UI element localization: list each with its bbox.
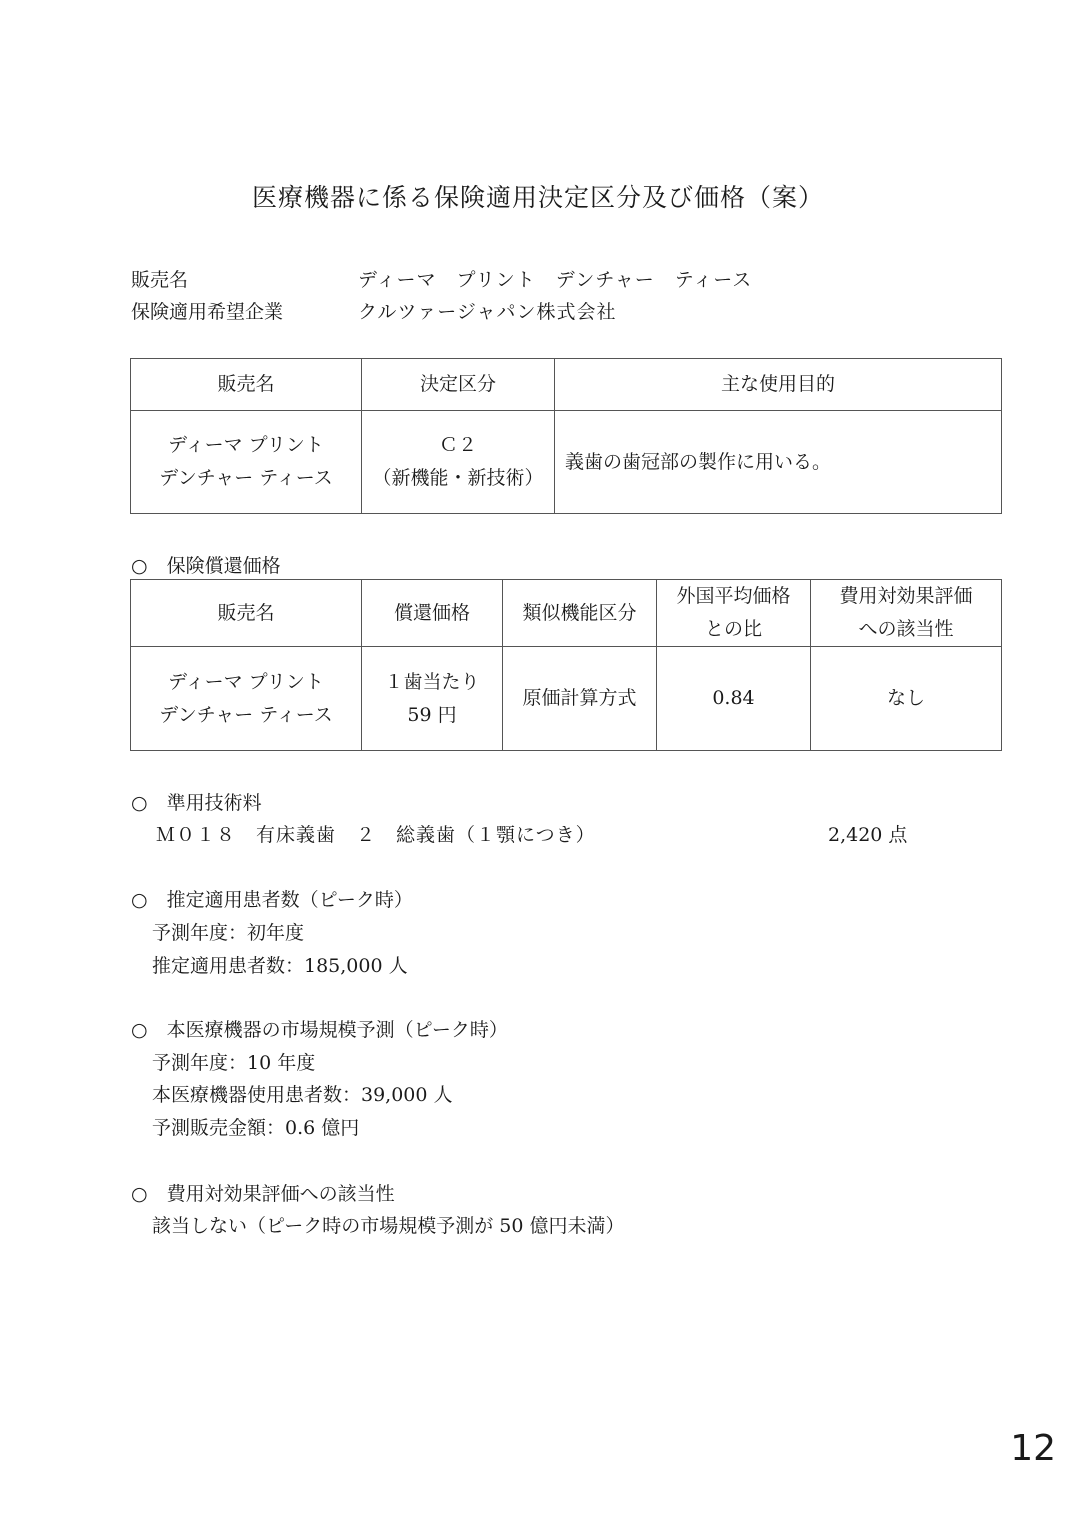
header-line: への該当性 bbox=[858, 618, 954, 640]
header-cell: 決定区分 bbox=[362, 359, 555, 411]
header-cell: 主な使用目的 bbox=[555, 359, 1002, 411]
tech-fee-points: 2,420 点 bbox=[828, 824, 908, 846]
product-name-line: ディーマ プリント bbox=[168, 670, 324, 693]
table-header-row bbox=[131, 359, 1002, 411]
product-name-line: デンチャー ティース bbox=[159, 703, 333, 726]
header-line: 外国平均価格 bbox=[676, 585, 791, 607]
market-sales: 予測販売金額：0.6 億円 bbox=[152, 1117, 360, 1139]
market-year: 予測年度：10 年度 bbox=[152, 1052, 316, 1074]
header-cell bbox=[811, 580, 1002, 647]
reimbursement-heading: ○ 保険償還価格 bbox=[131, 555, 281, 577]
price-line: 59 円 bbox=[407, 703, 457, 726]
header-cell: 販売名 bbox=[131, 359, 362, 411]
market-patients: 本医療機器使用患者数：39,000 人 bbox=[152, 1084, 453, 1106]
purpose-cell: 義歯の歯冠部の製作に用いる。 bbox=[555, 411, 1002, 514]
classification-table bbox=[130, 358, 1002, 514]
product-name-cell bbox=[131, 647, 362, 751]
classification-note: （新機能・新技術） bbox=[372, 467, 544, 489]
table-header-row bbox=[131, 580, 1002, 647]
foreign-ratio-cell: 0.84 bbox=[657, 647, 811, 751]
classification-code: Ｃ２ bbox=[438, 434, 477, 456]
product-name-line: ディーマ プリント bbox=[168, 434, 324, 456]
market-heading: ○ 本医療機器の市場規模予測（ピーク時） bbox=[131, 1019, 508, 1041]
price-cell bbox=[362, 647, 503, 751]
header-line: との比 bbox=[704, 618, 762, 640]
table-row bbox=[131, 411, 1002, 514]
header-cell: 類似機能区分 bbox=[503, 580, 657, 647]
patients-count: 推定適用患者数：185,000 人 bbox=[152, 955, 408, 977]
sales-name-label: 販売名 bbox=[131, 269, 189, 291]
tech-fee-heading: ○ 準用技術料 bbox=[131, 792, 262, 814]
product-name-cell bbox=[131, 411, 362, 514]
patients-year: 予測年度：初年度 bbox=[152, 922, 305, 944]
cost-effect-heading: ○ 費用対効果評価への該当性 bbox=[131, 1183, 395, 1205]
table-row bbox=[131, 647, 1002, 751]
similar-class-cell: 原価計算方式 bbox=[503, 647, 657, 751]
product-name-line: デンチャー ティース bbox=[159, 467, 333, 489]
price-table bbox=[130, 579, 1002, 751]
classification-cell bbox=[362, 411, 555, 514]
page-title: 医療機器に係る保険適用決定区分及び価格（案） bbox=[251, 183, 824, 212]
company-label: 保険適用希望企業 bbox=[131, 301, 284, 323]
header-cell bbox=[657, 580, 811, 647]
tech-fee-item: Ｍ０１８ 有床義歯 ２ 総義歯（１顎につき） bbox=[156, 824, 596, 846]
price-line: １歯当たり bbox=[384, 670, 480, 693]
cost-effect-text: 該当しない（ピーク時の市場規模予測が 50 億円未満） bbox=[152, 1215, 625, 1237]
header-line: 費用対効果評価 bbox=[839, 585, 973, 607]
page-number: 12 bbox=[1010, 1428, 1056, 1469]
company-value: クルツァージャパン株式会社 bbox=[358, 301, 617, 323]
header-cell: 販売名 bbox=[131, 580, 362, 647]
sales-name-value: ディーマ プリント デンチャー ティース bbox=[358, 269, 753, 291]
patients-heading: ○ 推定適用患者数（ピーク時） bbox=[131, 889, 413, 911]
header-cell: 償還価格 bbox=[362, 580, 503, 647]
cost-eval-cell: なし bbox=[811, 647, 1002, 751]
